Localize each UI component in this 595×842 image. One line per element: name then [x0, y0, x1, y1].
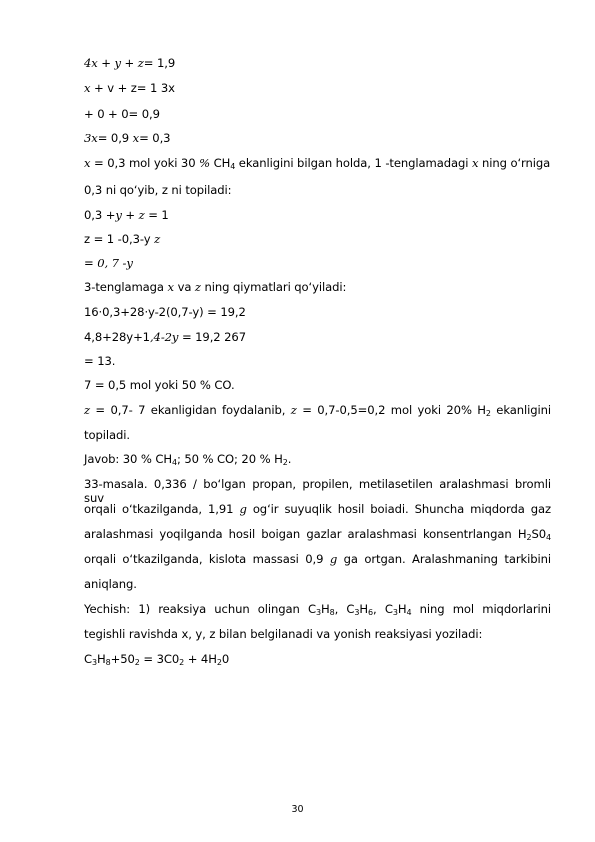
- equation-line-13: = 13.: [84, 354, 116, 368]
- text-line-15: z = 0,7- 7 ekanligidan foydalanib, z = 0,7-0,5=0,2 mol yoki 20% $H_2$ ekanligini: [84, 403, 551, 418]
- problem-line-19: orqali o‘tkazilganda, 1,91 g og‘ir suyuqlik hosil boiadi. Shuncha miqdorda gaz: [84, 502, 551, 516]
- problem-line-22: aniqlang.: [84, 577, 137, 591]
- text-line-16: topiladi.: [84, 428, 130, 442]
- text-line-10: 3-tenglamaga x va z ning qiymatlari qo‘yiladi:: [84, 280, 347, 294]
- solution-line-23: Yechish: 1) reaksiya uchun olingan $C_3H_8$, $C_3H_6$, $C_3H_4$ ning mol miqdorlarini: [84, 602, 552, 617]
- reaction-equation: $C_3H_8+50_2 = 3C0_2 + 4H_20$: [84, 652, 230, 667]
- equation-line-2: x + v + z= 1 3x: [84, 81, 175, 95]
- text-line-14: 7 = 0,5 mol yoki 50 % CO.: [84, 378, 235, 392]
- page-number: 30: [291, 804, 304, 815]
- problem-line-21: orqali o‘tkazilganda, kislota massasi 0,9 g ga ortgan. Aralashmaning tarkibini: [84, 552, 551, 566]
- equation-line-4: 3x= 0,9 x= 0,3: [84, 131, 171, 145]
- problem-line-18: 33-masala. 0,336 / bo‘lgan propan, propilen, metilasetilen aralashmasi bromli suv: [84, 477, 551, 505]
- equation-line-11: 16·0,3+28·y-2(0,7-y) = 19,2: [84, 305, 246, 319]
- problem-line-20: aralashmasi yoqilganda hosil boigan gazlar aralashmasi konsentrlangan $H_2S0_4$: [84, 527, 551, 542]
- answer-line: Javob: 30 % $CH_4$; 50 % CO; 20 % $H_2$.: [84, 452, 292, 467]
- equation-line-8: z = 1 -0,3-y z: [84, 232, 161, 246]
- equation-line-9: = 0, 7 -y: [84, 256, 133, 270]
- equation-line-3: + 0 + 0= 0,9: [84, 107, 160, 121]
- text-line-6: 0,3 ni qo‘yib, z ni topiladi:: [84, 183, 232, 197]
- equation-line-1: 4x + y + z= 1,9: [84, 56, 176, 70]
- text-line-5: x = 0,3 mol yoki 30 % $CH_4$ ekanligini bilgan holda, 1 -tenglamadagi x ning o‘rniga: [84, 156, 551, 171]
- equation-line-12: 4,8+28y+1,4-2y = 19,2 267: [84, 330, 246, 344]
- solution-line-24: tegishli ravishda x, y, z bilan belgilanadi va yonish reaksiyasi yoziladi:: [84, 627, 483, 641]
- equation-line-7: 0,3 +y + z = 1: [84, 208, 169, 222]
